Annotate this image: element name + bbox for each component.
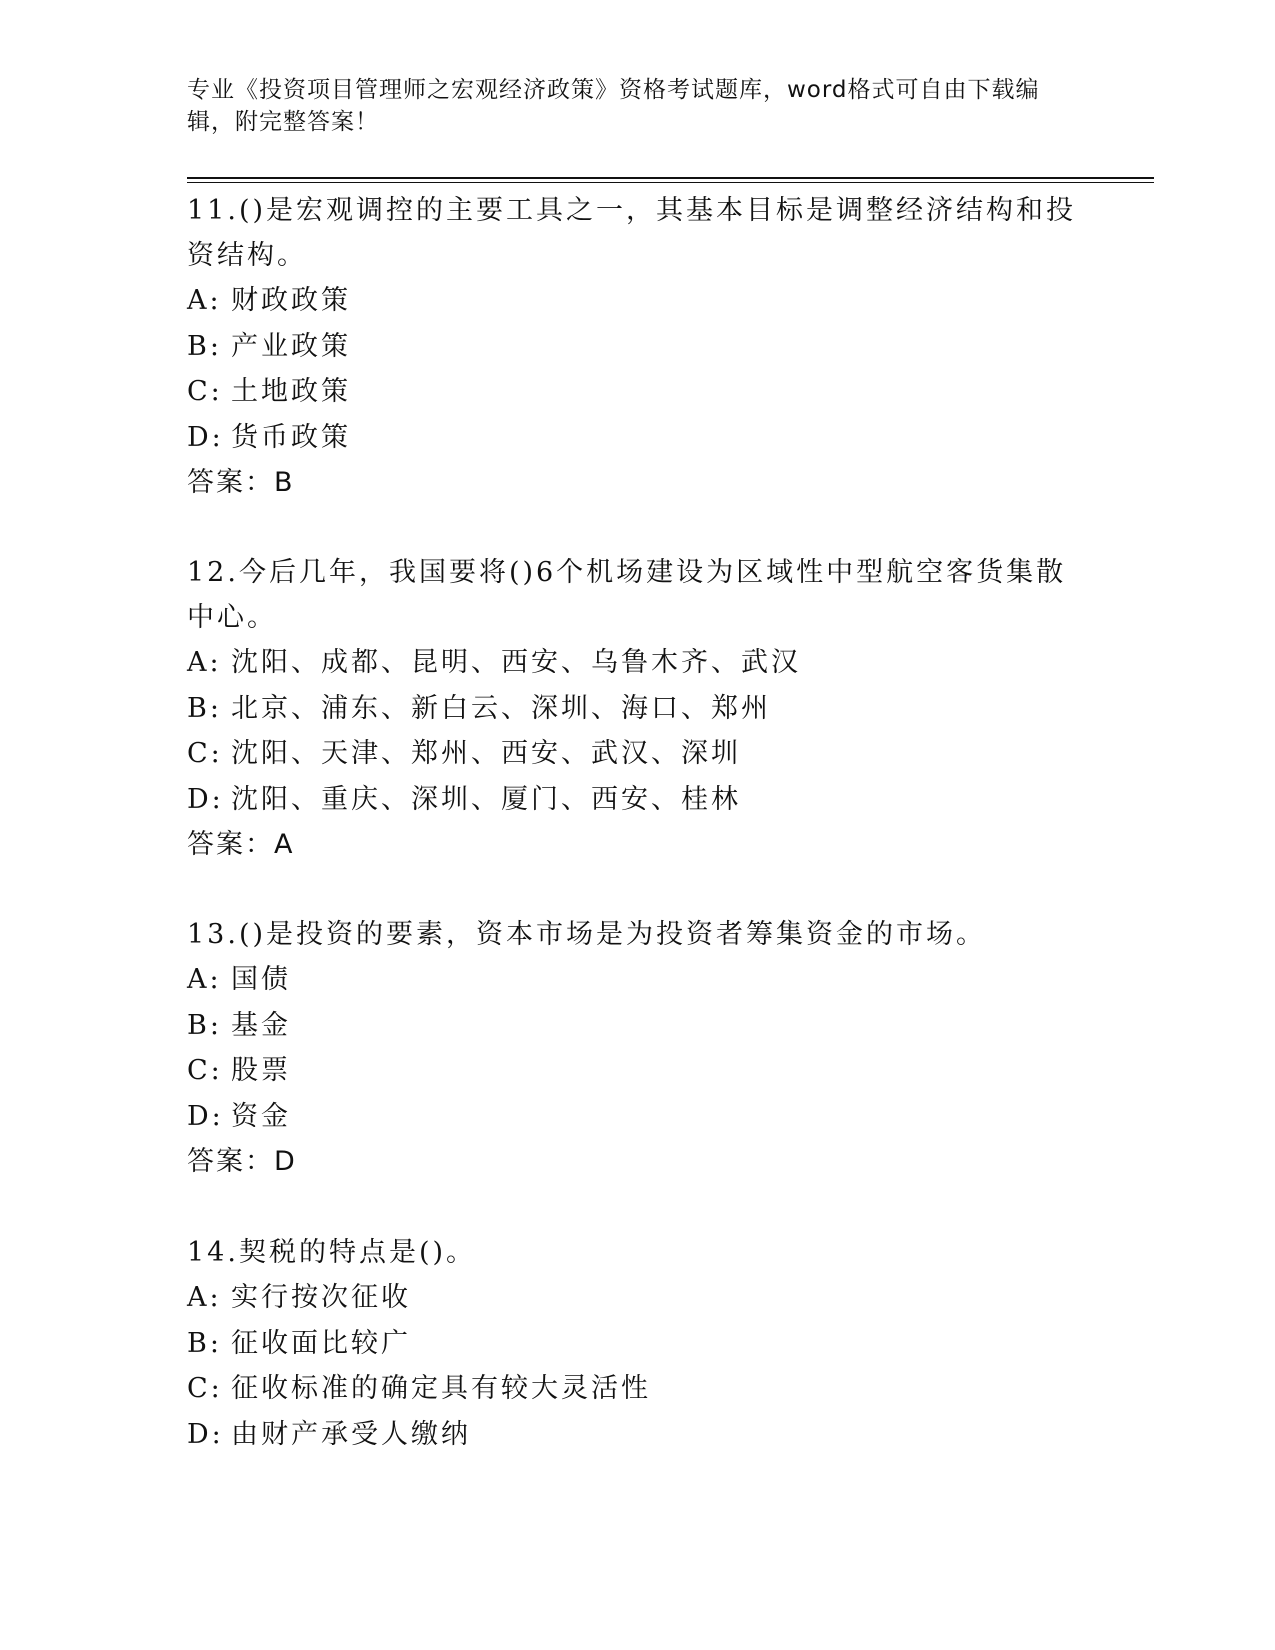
answer-line bbox=[187, 822, 1087, 867]
question-stem: 14.契税的特点是()。 bbox=[187, 1237, 477, 1268]
option-key: B: bbox=[187, 692, 222, 724]
option-d bbox=[187, 777, 1087, 823]
option-c bbox=[187, 731, 1087, 777]
answer-prefix: 答案： bbox=[187, 829, 274, 860]
question-stem: 11.()是宏观调控的主要工具之一，其基本目标是调整经济结构和投资结构。 bbox=[187, 195, 1077, 271]
option-key: C: bbox=[187, 1055, 223, 1086]
option-text: 财政政策 bbox=[231, 285, 351, 316]
option-text: 沈阳、天津、郑州、西安、武汉、深圳 bbox=[231, 738, 741, 769]
answer-value: A bbox=[274, 829, 295, 860]
option-text: 基金 bbox=[231, 1009, 291, 1041]
question-12 bbox=[187, 550, 1087, 867]
question-stem: 12.今后几年，我国要将()6个机场建设为区域性中型航空客货集散中心。 bbox=[187, 557, 1067, 633]
option-text: 由财产承受人缴纳 bbox=[231, 1418, 471, 1450]
answer-prefix: 答案： bbox=[187, 1146, 274, 1177]
option-b bbox=[187, 686, 1087, 732]
option-d bbox=[187, 415, 1087, 461]
answer-prefix: 答案： bbox=[187, 467, 274, 498]
answer-value: D bbox=[274, 1146, 297, 1177]
option-d bbox=[187, 1412, 1087, 1458]
option-text: 土地政策 bbox=[231, 376, 351, 407]
option-c bbox=[187, 1048, 1087, 1094]
option-key: B: bbox=[187, 330, 222, 362]
option-a bbox=[187, 640, 1087, 686]
option-a bbox=[187, 1275, 1087, 1321]
option-text: 实行按次征收 bbox=[231, 1282, 411, 1313]
option-b bbox=[187, 324, 1087, 370]
option-text: 资金 bbox=[231, 1100, 291, 1132]
question-13 bbox=[187, 912, 1087, 1184]
option-text: 产业政策 bbox=[231, 330, 351, 362]
option-text: 北京、浦东、新白云、深圳、海口、郑州 bbox=[231, 692, 771, 724]
option-b bbox=[187, 1003, 1087, 1049]
option-text: 征收标准的确定具有较大灵活性 bbox=[231, 1373, 651, 1404]
option-key: C: bbox=[187, 738, 223, 769]
question-11 bbox=[187, 188, 1087, 505]
question-14 bbox=[187, 1230, 1087, 1457]
option-key: A: bbox=[187, 285, 222, 316]
option-key: A: bbox=[187, 1282, 222, 1313]
option-key: D: bbox=[187, 421, 224, 453]
option-d bbox=[187, 1094, 1087, 1140]
answer-line bbox=[187, 1139, 1087, 1184]
option-key: A: bbox=[187, 964, 222, 995]
option-c bbox=[187, 1366, 1087, 1412]
option-c bbox=[187, 369, 1087, 415]
option-key: B: bbox=[187, 1327, 222, 1359]
option-a bbox=[187, 278, 1087, 324]
option-text: 沈阳、重庆、深圳、厦门、西安、桂林 bbox=[231, 783, 741, 815]
header-rule-thin bbox=[187, 182, 1154, 183]
option-key: D: bbox=[187, 783, 224, 815]
option-key: C: bbox=[187, 1373, 223, 1404]
option-a bbox=[187, 957, 1087, 1003]
option-key: C: bbox=[187, 376, 223, 407]
option-text: 沈阳、成都、昆明、西安、乌鲁木齐、武汉 bbox=[231, 647, 801, 678]
option-key: B: bbox=[187, 1009, 222, 1041]
option-key: A: bbox=[187, 647, 222, 678]
header-rule-thick bbox=[187, 177, 1154, 179]
answer-line bbox=[187, 460, 1087, 505]
question-stem: 13.()是投资的要素，资本市场是为投资者筹集资金的市场。 bbox=[187, 919, 987, 950]
option-b bbox=[187, 1321, 1087, 1367]
document-header: 专业《投资项目管理师之宏观经济政策》资格考试题库，word格式可自由下载编辑，附完整答案！ bbox=[187, 77, 1040, 135]
option-text: 国债 bbox=[231, 964, 291, 995]
answer-value: B bbox=[274, 467, 295, 498]
option-text: 货币政策 bbox=[231, 421, 351, 453]
option-key: D: bbox=[187, 1100, 224, 1132]
option-text: 股票 bbox=[231, 1055, 291, 1086]
option-text: 征收面比较广 bbox=[231, 1327, 411, 1359]
option-key: D: bbox=[187, 1418, 224, 1450]
